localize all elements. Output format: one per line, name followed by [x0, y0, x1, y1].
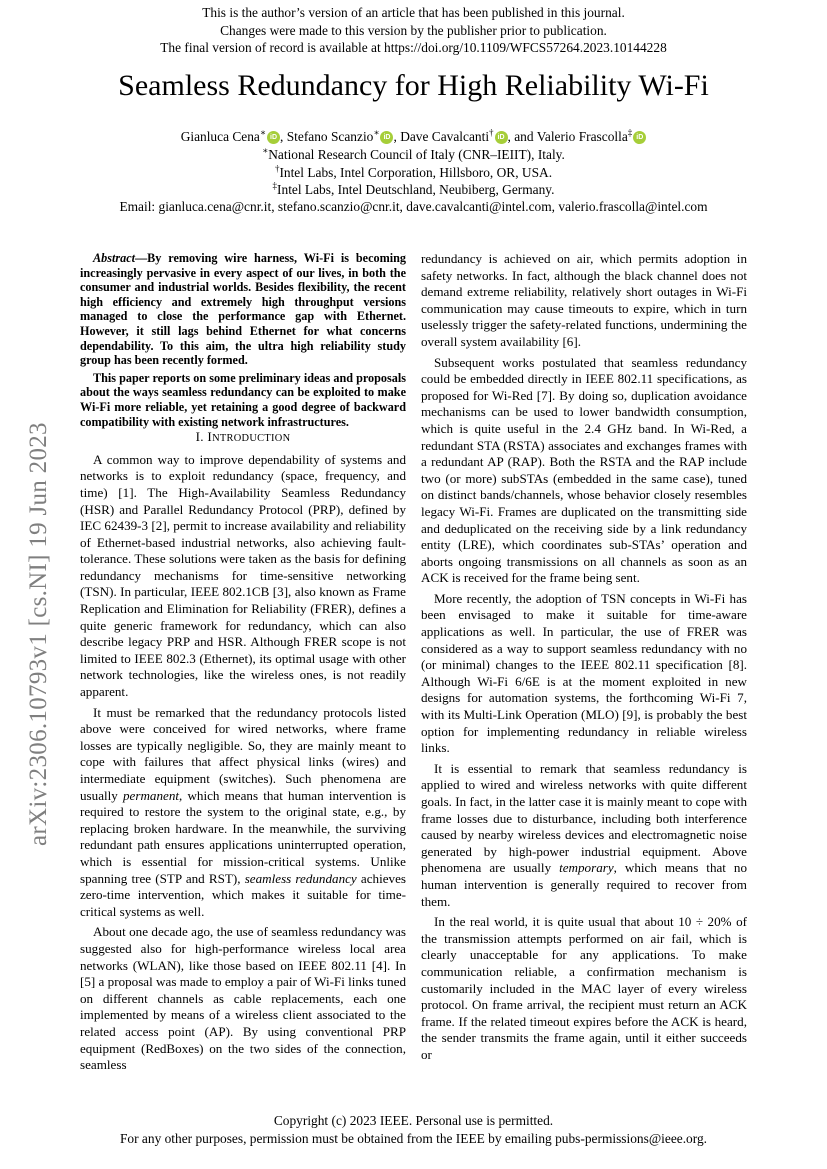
abstract	[80, 251, 406, 429]
abstract-label: Abstract	[93, 251, 135, 265]
author-mark: ‡	[627, 127, 633, 138]
affiliation-text: Intel Labs, Intel Corporation, Hillsboro, OR, USA.	[279, 165, 553, 180]
footer-line-2: For any other purposes, permission must be obtained from the IEEE by emailing pubs-permissions@ieee.org.	[119, 1131, 708, 1146]
author-name: Gianluca Cena	[180, 129, 260, 144]
orcid-icon[interactable]: iD	[267, 131, 280, 144]
arxiv-stamp: arXiv:2306.10793v1 [cs.NI] 19 Jun 2023	[25, 422, 52, 846]
emphasis: seamless redundancy	[244, 870, 357, 886]
author-list	[0, 128, 827, 145]
abstract-text: —By removing wire harness, Wi-Fi is becoming increasingly pervasive in every aspect of our lives, in both the consumer and industrial worlds. Besides flexibility, the recent high efficiency and extremely high throughput versions managed to close the performance gap with Ethernet. However, it still lags behind Ethernet for what concerns dependability. To this aim, the ultra high reliability study group has been recently formed.	[80, 251, 406, 368]
author-separator: , and	[507, 129, 537, 144]
author-mark: †	[489, 127, 494, 138]
body-paragraph: More recently, the adoption of TSN concepts in Wi-Fi has been envisaged to make it suitable for time-aware applications as well. In particular, the use of FRER was considered as a way to support seamless redundancy with no (or minimal) changes to the IEEE 802.11 specification [8]. Although Wi-Fi 6/6E is at the moment exploited in new designs for automation systems, the forthcoming Wi-Fi 7, with its Multi-Link Operation (MLO) [9], is probably the best option for implementing redundancy in reliable wireless links.	[421, 590, 747, 756]
notice-line-2: Changes were made to this version by the publisher prior to publication.	[220, 22, 607, 38]
text-run: It is essential to remark that seamless redundancy is applied to wired and wireless networks with quite different goals. In fact, in the latter case it is mainly meant to cope with frame losses due to disturbance, including both interference caused by nearby wireless devices and electromagnetic noise generated by high-power industrial equipment. Above phenomena are usually	[421, 760, 747, 876]
author-mark: ∗	[259, 127, 267, 138]
author-name: Valerio Frascolla	[536, 129, 628, 144]
section-heading	[80, 429, 406, 448]
affiliation-text: Intel Labs, Intel Deutschland, Neubiberg, Germany.	[277, 182, 555, 197]
body-paragraph: Subsequent works postulated that seamless redundancy could be embedded directly in IEEE 802.11 specifications, as proposed for Wi-Red [7]. By doing so, duplication avoidance mechanisms can be used to lower bandwidth consumption, which is quite useful in the 2.4 GHz band. In Wi-Red, a redundant STA (RSTA) associates and exchanges frames with a redundant AP (RAP). Both the RSTA and the RAP include two (or more) subSTAs (embedded in the same case), tuned on distinct bands/channels, whose behavior closely resembles legacy Wi-Fi. Frames are duplicated on the transmitting side and deduplicated on the receiving side by a link redundancy entity (LRE), which coordinates sub-STAs’ operation and aborts ongoing transmissions on all channels as soon as an ACK is received for the frame being sent.	[421, 354, 747, 586]
text-run: , which means that no human intervention is generally required to recover from them.	[421, 860, 748, 909]
text-run: , which means that human intervention is required to restore the system to the original state, e.g., by replacing broken hardware. In the meanwhile, the surviving redundant path ensures applications uninterrupted operation, which is essential for mission-critical systems. Unlike spanning tree (STP and RST),	[80, 787, 406, 886]
email-line: Email: gianluca.cena@cnr.it, stefano.scanzio@cnr.it, dave.cavalcanti@intel.com, valerio.frascolla@intel.com	[119, 199, 708, 214]
affiliation-mark: ‡	[272, 180, 278, 191]
author-separator: ,	[280, 129, 287, 144]
notice-line-1: This is the author’s version of an article that has been published in this journal.	[202, 5, 625, 20]
affiliation-text: National Research Council of Italy (CNR–IEIIT), Italy.	[268, 147, 565, 162]
text-run: It must be remarked that the redundancy protocols listed above were conceived for wired networks, where frame losses are typically negligible. So, they are mainly meant to cope with failures that affect physical links (wires) and intermediate equipment (switches). Such phenomena are usually	[80, 704, 406, 803]
orcid-icon[interactable]: iD	[495, 131, 508, 144]
affiliation-mark: ∗	[262, 145, 269, 156]
body-paragraph: A common way to improve dependability of systems and networks is to exploit redundancy (space, frequency, and time) [1]. The High-Availability Seamless Redundancy (HSR) and Parallel Redundancy Protocol (PRP), defined by IEC 62439-3 [2], permit to increase availability and reliability of Ethernet-based industrial networks, also achieving fault-tolerance. These solutions were taken as the basis for defining redundancy mechanisms for time-sensitive networking (TSN). In particular, IEEE 802.1CB [3], also known as Frame Replication and Elimination for Reliability (FRER), defines a quite generic framework for redundancy, which can also describe legacy PRP and HSR. Although FRER scope is not limited to IEEE 802.3 (Ethernet), its optimal usage with other network technologies, like the wireless ones, is not readily apparent.	[80, 451, 406, 700]
section-number: I.	[195, 429, 208, 445]
affiliation-mark: †	[274, 163, 280, 174]
body-paragraph: About one decade ago, the use of seamless redundancy was suggested also for high-performance wireless local area networks (WLAN), like those based on IEEE 802.11 [4]. In [5] a proposal was made to employ a pair of Wi-Fi links tuned on different channels as cable replacements, each one implemented by means of a wireless client associated to the related access point (AP). By using conventional PRP equipment (RedBoxes) on the two sides of the connection, seamless	[80, 924, 406, 1073]
body-paragraph: In the real world, it is quite usual that about 10 ÷ 20% of the transmission attempts performed on air fail, which is clearly unacceptable for any applications. To make communication reliable, a confirmation mechanism is customarily included in the MAC layer of every wireless protocol. On frame arrival, the recipient must return an ACK frame. If the related timeout expires before the ACK is heard, the sender transmits the frame again, until it either succeeds or	[421, 914, 747, 1062]
body-paragraph	[421, 761, 747, 910]
emphasis: permanent	[123, 787, 180, 803]
section-title-rest: NTRODUCTION	[212, 433, 291, 445]
abstract-paragraph-1	[80, 251, 406, 368]
author-name: Stefano Scanzio	[286, 129, 374, 144]
author-mark: ∗	[373, 127, 380, 138]
body-paragraph	[80, 705, 406, 921]
section-title-initial: I	[207, 429, 213, 445]
left-column	[80, 251, 406, 1074]
author-separator: ,	[393, 129, 401, 144]
paper-title: Seamless Redundancy for High Reliability Wi-Fi	[118, 69, 709, 102]
orcid-icon[interactable]: iD	[380, 131, 393, 144]
abstract-paragraph-2: This paper reports on some preliminary ideas and proposals about the ways seamless redundancy can be exploited to make Wi-Fi more reliable, yet retaining a good degree of backward compatibility with existing network infrastructures.	[80, 370, 406, 429]
right-column	[421, 251, 747, 1064]
affiliation-3	[0, 181, 827, 198]
footer-line-1: Copyright (c) 2023 IEEE. Personal use is permitted.	[273, 1113, 554, 1128]
notice-line-3: The final version of record is available at https://doi.org/10.1109/WFCS57264.2023.10144228	[160, 40, 667, 55]
emphasis: temporary	[559, 860, 614, 876]
author-name: Dave Cavalcanti	[400, 129, 490, 144]
publication-notice	[0, 4, 827, 57]
copyright-footer	[0, 1112, 827, 1148]
orcid-icon[interactable]: iD	[633, 131, 646, 144]
affiliation-2	[0, 164, 827, 181]
body-paragraph: redundancy is achieved on air, which permits adoption in safety networks. In fact, although the black channel does not demand extreme reliability, relatively short outages in Wi-Fi communication may cause timeouts to expire, which in turn uselessly trigger the safety-related functions, undermining the overall system availability [6].	[421, 251, 747, 349]
affiliation-1	[0, 146, 827, 163]
text-run: achieves zero-time intervention, which makes it suitable for time-critical systems as well.	[80, 870, 406, 919]
